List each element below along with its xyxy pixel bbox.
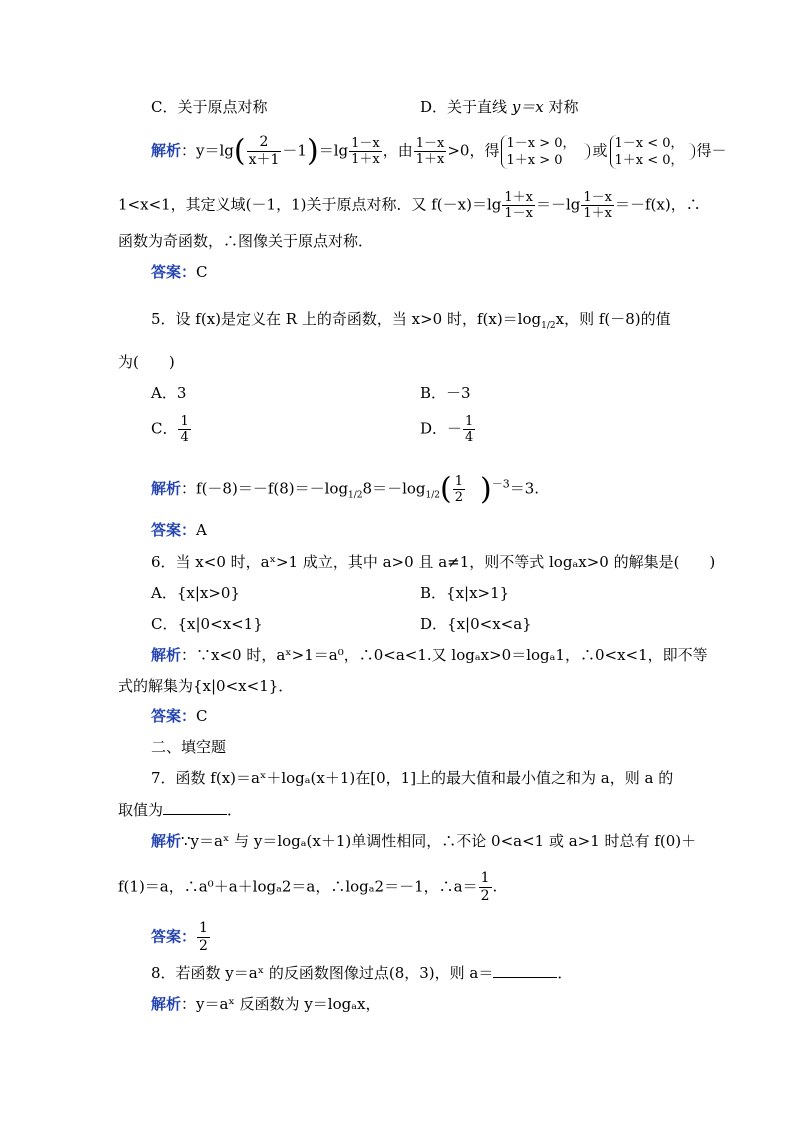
- q7-solution: 解析∵y＝aˣ 与 y＝logₐ(x＋1)单调性相同，∴不论 0<a<1 或 a>1 时总有 f(0)＋: [151, 832, 697, 850]
- option-d-text: D．关于直线: [420, 98, 508, 116]
- q5-option-c: C． $\frac{1}{4}$: [151, 414, 189, 445]
- solution-text: ：y＝lg: [181, 141, 234, 160]
- fraction: $\frac{1}{2}$: [454, 474, 463, 505]
- answer-blank: [493, 965, 557, 978]
- fraction: $\frac{1-x}{1+x}$: [351, 136, 380, 167]
- q5-solution: 解析：$f(-8)=-f(8)=-\log_{1/2}8=-\log_{1/2}$( $\frac{1}{2}$ )$^{-3}$＝3.: [151, 471, 540, 507]
- answer-value: C: [196, 707, 208, 725]
- fraction: $\frac{1}{2}$: [480, 870, 490, 904]
- option-c: C．关于原点对称: [151, 98, 268, 116]
- q5-option-d: D．－ $\frac{1}{4}$: [420, 414, 474, 445]
- q5-stem-cont: 为( ): [118, 353, 175, 371]
- q7-solution-cont: f(1)＝a，∴a⁰＋a＋logₐ2＝a，∴logₐ2＝－1，∴a＝ $\frac{1}{2}$ .: [118, 870, 498, 904]
- fraction: $\frac{1+x}{1-x}$: [504, 190, 533, 221]
- q4-solution-line2: 1<x<1，其定义域(－1，1)关于原点对称．又 f(－x)＝lg $\frac{1+x}{1-x}$ ＝－lg $\frac{1-x}{1+x}$ ＝－f(x)，∴: [118, 190, 701, 221]
- q6-option-b: B．{x|x>1}: [420, 584, 510, 602]
- option-d: [420, 97, 579, 117]
- q6-answer: [151, 706, 208, 726]
- q8-solution: 解析：y＝aˣ 反函数为 y＝logₐx，: [151, 995, 381, 1013]
- fraction: $\frac{1-x}{1+x}$: [415, 136, 445, 167]
- q6-stem: 6．当 x<0 时，aˣ>1 成立，其中 a>0 且 a≠1，则不等式 logₐx>0 的解集是( ): [151, 553, 716, 571]
- answer-value: C: [196, 263, 208, 281]
- q6-option-a: A．{x|x>0}: [151, 584, 241, 602]
- q4-solution-line1: 解析：y＝lg( $\frac{2}{x+1}$ －1)＝lg $\frac{1-x}{1+x}$ ，由 $\frac{1-x}{1+x}$ >0，得 1－x > 0， 1＋x > 0 或 1－x < 0， 1＋x < 0， 得－: [151, 133, 727, 169]
- solution-tag: 解析: [151, 141, 182, 160]
- case-system-2: 1－x < 0， 1＋x < 0，: [610, 135, 684, 169]
- section-heading: 二、填空题: [151, 738, 227, 756]
- q6-option-c: C．{x|0<x<1}: [151, 615, 263, 633]
- q6-solution-cont: 式的解集为{x|0<x<1}．: [118, 677, 294, 695]
- answer-label: 答案：: [151, 927, 197, 946]
- q6-option-d: D．{x|0<x<a}: [420, 615, 532, 633]
- q4-solution-line3: 函数为奇函数，∴图像关于原点对称．: [118, 232, 374, 250]
- answer-label: 答案：: [151, 521, 197, 539]
- q5-option-b: B．－3: [420, 384, 471, 402]
- solution-tag: 解析: [151, 832, 182, 850]
- answer-label: 答案：: [151, 263, 197, 281]
- q7-stem-cont: 取值为 ．: [118, 801, 243, 819]
- answer-label: 答案：: [151, 707, 197, 725]
- q5-answer: [151, 520, 207, 540]
- answer-blank: [163, 802, 227, 815]
- answer-value: A: [196, 521, 207, 539]
- q5-option-a: A．3: [151, 384, 187, 402]
- solution-tag: 解析: [151, 646, 182, 664]
- fraction: $\frac{1}{4}$: [465, 414, 474, 445]
- answer-fraction: $\frac{1}{2}$: [199, 920, 208, 954]
- fraction: $\frac{1}{4}$: [180, 414, 189, 445]
- fraction: $\frac{2}{x+1}$: [248, 134, 280, 168]
- q8-stem: 8．若函数 y＝aˣ 的反函数图像过点(8，3)，则 a＝ ．: [151, 964, 573, 982]
- q4-answer: [151, 262, 208, 282]
- q7-stem: 7．函数 f(x)＝aˣ＋logₐ(x＋1)在[0，1]上的最大值和最小值之和为 a，则 a 的: [151, 769, 674, 787]
- solution-tag: 解析: [151, 479, 182, 498]
- option-d-math: y＝x: [511, 98, 544, 116]
- case-system-1: 1－x > 0， 1＋x > 0: [501, 135, 575, 169]
- option-d-suffix: 对称: [548, 98, 579, 116]
- q6-solution: 解析：∵x<0 时，aˣ>1＝a⁰，∴0<a<1.又 logₐx>0＝logₐ1，∴0<x<1，即不等: [151, 646, 708, 664]
- solution-tag: 解析: [151, 995, 182, 1013]
- q7-answer: [151, 920, 211, 955]
- q5-stem: 5．设 f(x)是定义在 R 上的奇函数，当 x>0 时，$f(x)=\log_{1/2}x$，则 f(－8)的值: [151, 310, 671, 331]
- fraction: $\frac{1-x}{1+x}$: [583, 190, 612, 221]
